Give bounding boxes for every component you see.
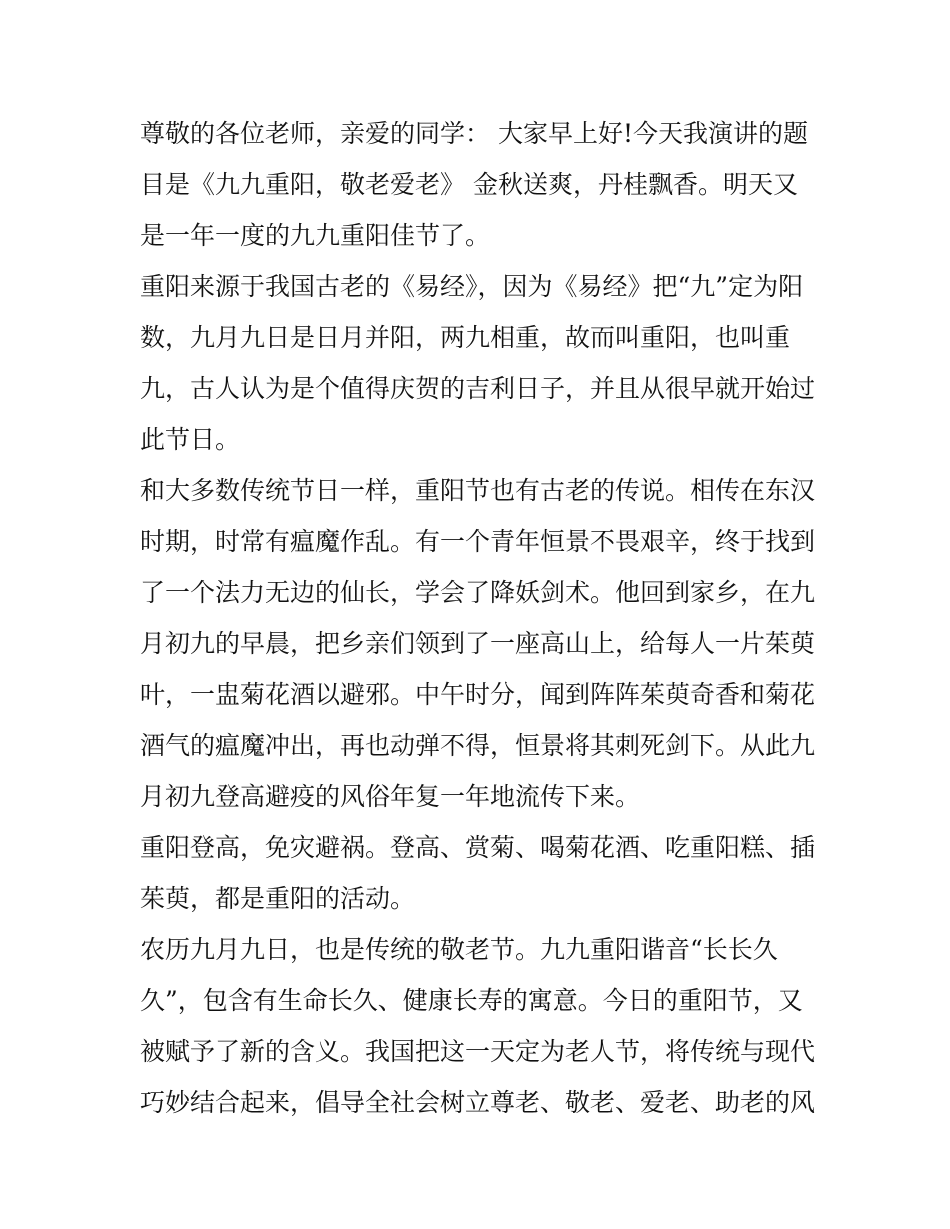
text-line: 是一年一度的九九重阳佳节了。 bbox=[140, 221, 491, 250]
text-line: 数，九月九日是日月并阳，两九相重，故而叫重阳，也叫重 bbox=[140, 323, 791, 352]
text-line: 时期，时常有瘟魔作乱。有一个青年恒景不畏艰辛，终于找到 bbox=[140, 527, 816, 556]
text-line: 被赋予了新的含义。我国把这一天定为老人节，将传统与现代 bbox=[140, 1037, 816, 1066]
text-line: 农历九月九日，也是传统的敬老节。九九重阳谐音“长长久 bbox=[140, 935, 778, 964]
text-line: 重阳来源于我国古老的《易经》，因为《易经》把“九”定为阳 bbox=[140, 272, 804, 301]
text-line: 尊敬的各位老师，亲爱的同学： 大家早上好!今天我演讲的题 bbox=[140, 119, 808, 148]
text-line: 叶，一盅菊花酒以避邪。中午时分，闻到阵阵茱萸奇香和菊花 bbox=[140, 680, 816, 709]
text-line: 九，古人认为是个值得庆贺的吉利日子，并且从很早就开始过 bbox=[140, 374, 816, 403]
text-line: 此节日。 bbox=[140, 425, 241, 454]
text-line: 月初九的早晨，把乡亲们领到了一座高山上，给每人一片茱萸 bbox=[140, 629, 816, 658]
text-line: 了一个法力无边的仙长，学会了降妖剑术。他回到家乡，在九 bbox=[140, 578, 816, 607]
text-line: 茱萸，都是重阳的活动。 bbox=[140, 884, 416, 913]
document-body bbox=[140, 108, 820, 1128]
text-line: 和大多数传统节日一样，重阳节也有古老的传说。相传在东汉 bbox=[140, 476, 816, 505]
text-line: 目是《九九重阳，敬老爱老》 金秋送爽，丹桂飘香。明天又 bbox=[140, 170, 798, 199]
text-line: 巧妙结合起来，倡导全社会树立尊老、敬老、爱老、助老的风 bbox=[140, 1088, 816, 1117]
text-line: 月初九登高避疫的风俗年复一年地流传下来。 bbox=[140, 782, 641, 811]
text-line: 久”，包含有生命长久、健康长寿的寓意。今日的重阳节，又 bbox=[140, 986, 803, 1015]
text-line: 酒气的瘟魔冲出，再也动弹不得，恒景将其刺死剑下。从此九 bbox=[140, 731, 816, 760]
text-line: 重阳登高，免灾避祸。登高、赏菊、喝菊花酒、吃重阳糕、插 bbox=[140, 833, 816, 862]
